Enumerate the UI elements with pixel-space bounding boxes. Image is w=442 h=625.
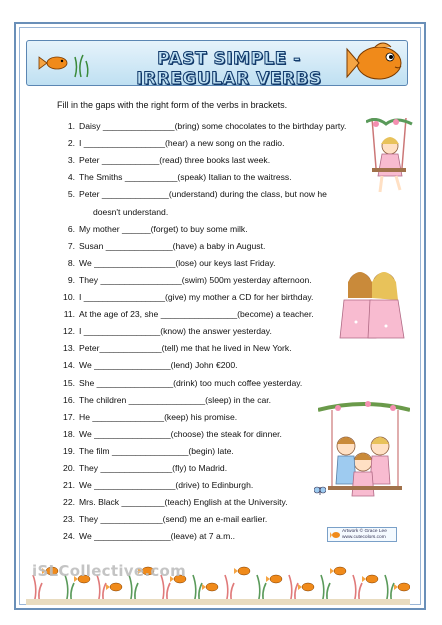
exercise-item xyxy=(57,258,276,268)
exercise-item xyxy=(57,514,267,524)
border-fish-icon xyxy=(330,567,346,575)
item-number: 17. xyxy=(63,411,75,422)
item-number: 21. xyxy=(63,480,75,491)
item-sentence: Peter_____________(tell) me that he lived in New York. xyxy=(79,343,292,354)
exercise-item xyxy=(57,155,270,165)
butterfly-icon xyxy=(314,486,326,496)
item-number: 23. xyxy=(63,514,75,525)
item-sentence: They _______________(fly) to Madrid. xyxy=(79,463,228,473)
item-number: 20. xyxy=(63,463,75,473)
goldfish-icon xyxy=(345,39,407,85)
item-sentence: They _________________(swim) 500m yesterday afternoon. xyxy=(79,274,312,285)
item-number: 3. xyxy=(67,155,75,166)
border-fish-icon xyxy=(234,567,250,575)
exercise-item xyxy=(57,497,288,507)
instructions-text: Fill in the gaps with the right form of the verbs in brackets. xyxy=(57,100,288,110)
title-banner xyxy=(26,40,408,89)
item-number: 6. xyxy=(67,223,75,234)
page-title: PAST SIMPLE - IRREGULAR VERBS xyxy=(136,49,322,89)
border-fish-icon xyxy=(106,583,122,591)
exercise-item xyxy=(57,463,227,473)
exercise-item xyxy=(57,138,284,148)
item-sentence: I _________________(hear) a new song on the radio. xyxy=(79,138,285,149)
girl-on-swing-illustration xyxy=(366,118,416,200)
exercise-item xyxy=(57,326,272,336)
item-number: 9. xyxy=(67,274,75,285)
item-number: 16. xyxy=(63,394,75,405)
item-sentence: Mrs. Black _________(teach) English at the University. xyxy=(79,497,288,508)
border-fish-icon xyxy=(394,583,410,591)
islcollective-watermark: iSLCollective.com xyxy=(32,562,187,580)
item-continuation: doesn't understand. xyxy=(93,206,169,217)
exercise-item xyxy=(57,189,327,199)
border-fish-icon xyxy=(202,583,218,591)
credit-line-2: www.cutecolors.com xyxy=(342,535,386,540)
exercise-item xyxy=(57,531,235,541)
item-sentence: Peter ______________(understand) during the class, but now he xyxy=(79,189,327,200)
exercise-item xyxy=(57,172,292,182)
item-sentence: The Smiths ___________(speak) Italian to the waitress. xyxy=(79,172,292,183)
exercise-item xyxy=(57,429,282,439)
item-number: 18. xyxy=(63,428,75,439)
item-number: 22. xyxy=(63,497,75,508)
item-sentence: We ________________(choose) the steak for dinner. xyxy=(79,428,282,439)
item-number: 5. xyxy=(67,189,75,200)
border-fish-icon xyxy=(362,575,378,583)
border-fish-icon xyxy=(298,583,314,591)
item-sentence: Daisy _______________(bring) some chocolates to the birthday party. xyxy=(79,121,347,131)
item-number: 7. xyxy=(67,240,75,251)
item-sentence: I _________________(give) my mother a CD for her birthday. xyxy=(79,292,314,302)
item-number: 15. xyxy=(63,377,75,388)
item-sentence: At the age of 23, she ________________(become) a teacher. xyxy=(79,309,314,320)
item-sentence: Susan ______________(have) a baby in August. xyxy=(79,240,266,251)
item-number: 1. xyxy=(67,121,75,131)
hugging-girls-illustration xyxy=(336,266,408,346)
item-number: 24. xyxy=(63,531,75,542)
item-number: 11. xyxy=(63,309,75,320)
exercise-item xyxy=(57,412,237,422)
item-number: 2. xyxy=(67,138,75,149)
item-sentence: He _______________(keep) his promise. xyxy=(79,411,238,422)
credit-line-1: Artwork © Grace Lee xyxy=(342,529,387,534)
item-sentence: We ________________(leave) at 7 a.m.. xyxy=(79,531,236,542)
item-sentence: Peter ____________(read) three books last week. xyxy=(79,155,271,166)
exercise-item xyxy=(57,241,265,251)
exercise-item xyxy=(57,343,292,353)
item-number: 4. xyxy=(67,172,75,183)
item-number: 8. xyxy=(67,257,75,268)
item-sentence: We ________________(lend) John €200. xyxy=(79,360,238,371)
item-sentence: I ________________(know) the answer yesterday. xyxy=(79,326,272,337)
item-number: 13. xyxy=(63,343,75,354)
item-sentence: My mother ______(forget) to buy some milk. xyxy=(79,223,248,234)
children-on-swing-illustration xyxy=(318,400,410,510)
exercise-item xyxy=(57,446,234,456)
exercise-item xyxy=(57,480,253,490)
exercise-item xyxy=(57,275,312,285)
item-number: 14. xyxy=(63,360,75,371)
item-sentence: We _________________(drive) to Edinburgh. xyxy=(79,480,254,491)
item-sentence: The children ________________(sleep) in the car. xyxy=(79,394,272,405)
credit-fish-icon xyxy=(330,531,340,539)
small-fish-icon xyxy=(35,49,105,79)
exercise-item xyxy=(57,292,313,302)
exercise-item xyxy=(57,309,314,319)
item-number: 19. xyxy=(63,445,75,456)
item-sentence: We _________________(lose) our keys last Friday. xyxy=(79,257,276,268)
item-number: 12. xyxy=(63,326,75,337)
exercise-item xyxy=(57,121,346,131)
border-fish-icon xyxy=(266,575,282,583)
item-sentence: They _____________(send) me an e-mail earlier. xyxy=(79,514,268,525)
item-number: 10. xyxy=(63,292,75,302)
exercise-item xyxy=(57,378,302,388)
item-sentence: She ________________(drink) too much coffee yesterday. xyxy=(79,377,303,388)
exercise-item xyxy=(57,224,248,234)
exercise-item xyxy=(57,395,271,405)
item-sentence: The film ________________(begin) late. xyxy=(79,445,234,456)
exercise-item xyxy=(57,360,237,370)
artwork-credit xyxy=(327,527,397,542)
